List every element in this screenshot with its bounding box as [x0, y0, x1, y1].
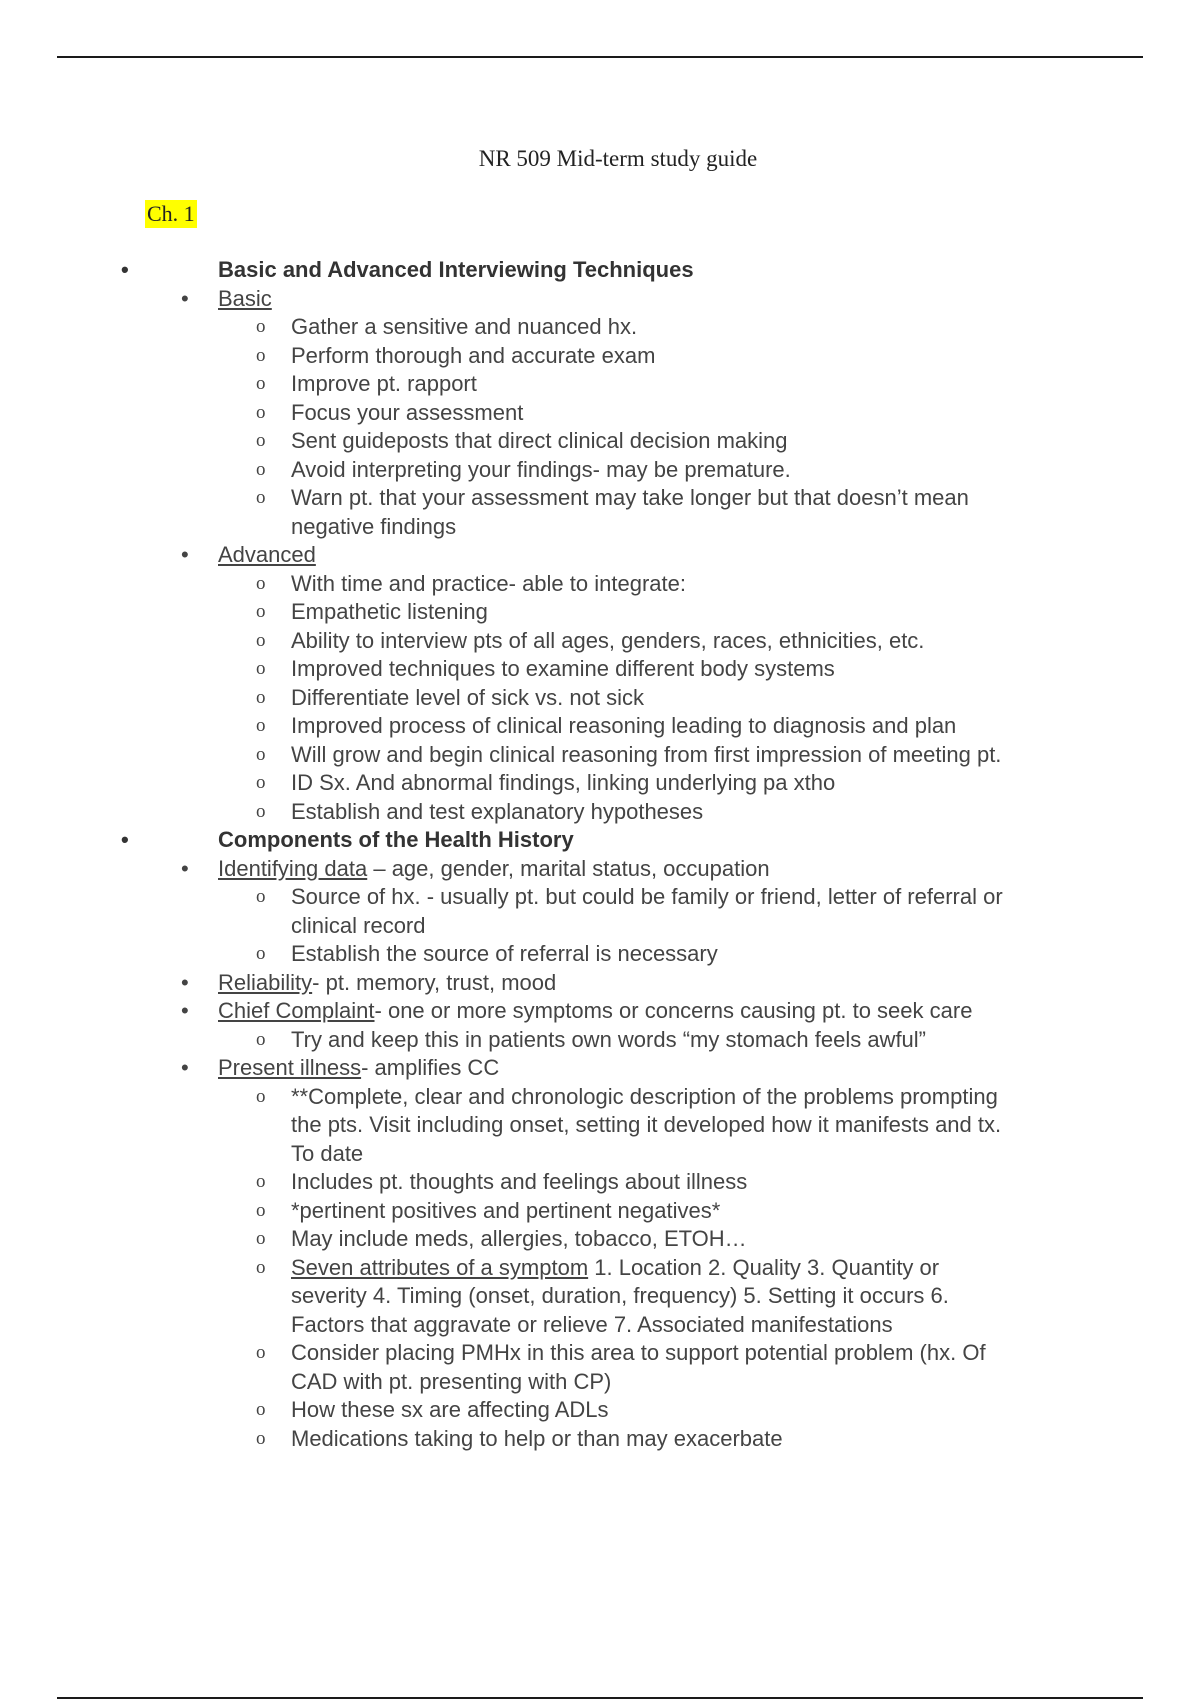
hollow-bullet-icon: o — [256, 658, 266, 679]
hollow-bullet-icon: o — [256, 1399, 266, 1420]
hollow-bullet-icon: o — [256, 601, 266, 622]
sub-item — [0, 769, 1200, 798]
sub-item-text: Warn pt. that your assessment may take longer but that doesn’t mean — [291, 485, 969, 510]
outline-item — [0, 541, 1200, 570]
sub-item — [0, 342, 1200, 371]
sub-item — [0, 1396, 1200, 1425]
sub-item-text: the pts. Visit including onset, setting it developed how it manifests and tx. — [291, 1112, 1002, 1137]
hollow-bullet-icon: o — [256, 1228, 266, 1249]
hollow-bullet-icon: o — [256, 1085, 266, 1107]
document-title: NR 509 Mid-term study guide — [478, 146, 758, 171]
item-text: - amplifies CC — [361, 1055, 500, 1080]
outline-item — [0, 285, 1200, 314]
sub-item-label: Seven attributes of a symptom — [291, 1254, 589, 1280]
sub-item-text: Focus your assessment — [291, 399, 524, 425]
bullet-icon: • — [181, 542, 189, 567]
sub-item — [0, 456, 1200, 485]
sub-item-text: 1. Location 2. Quality 3. Quantity or — [588, 1254, 940, 1280]
bullet-icon: • — [181, 1055, 189, 1080]
hollow-bullet-icon: o — [256, 344, 266, 366]
outline-item — [0, 855, 1200, 884]
hollow-bullet-icon: o — [256, 1171, 266, 1192]
bullet-icon: • — [121, 827, 129, 852]
hollow-bullet-icon: o — [256, 1427, 266, 1449]
sub-item-text: To date — [291, 1140, 364, 1166]
bullet-icon: • — [181, 285, 189, 311]
outline-item — [0, 997, 1200, 1026]
hollow-bullet-icon: o — [256, 572, 266, 594]
sub-item — [0, 399, 1200, 428]
item-label: Identifying data — [218, 855, 368, 881]
sub-item-text: May include meds, allergies, tobacco, ETOH… — [291, 1226, 747, 1251]
sub-item-text: CAD with pt. presenting with CP) — [291, 1368, 612, 1394]
sub-item-text: With time and practice- able to integrate: — [291, 570, 686, 596]
footer-rule — [57, 1697, 1143, 1699]
sub-item — [0, 1225, 1200, 1254]
sub-item-text: Differentiate level of sick vs. not sick — [291, 684, 644, 710]
sub-item-text: **Complete, clear and chronologic description of the problems prompting — [291, 1083, 998, 1109]
sub-item — [0, 627, 1200, 656]
sub-item-text: *pertinent positives and pertinent negatives* — [291, 1197, 721, 1223]
hollow-bullet-icon: o — [256, 373, 266, 394]
item-label: Advanced — [218, 542, 316, 567]
sub-item — [0, 313, 1200, 342]
item-label: Present illness — [218, 1055, 362, 1080]
sub-item-text: Avoid interpreting your findings- may be premature. — [291, 456, 791, 482]
sub-item — [0, 484, 1200, 541]
outline-item — [0, 969, 1200, 998]
bullet-icon: • — [181, 855, 189, 881]
sub-item-text: Consider placing PMHx in this area to support potential problem (hx. Of — [291, 1340, 986, 1365]
hollow-bullet-icon: o — [256, 743, 266, 765]
sub-item-text: Improved process of clinical reasoning leading to diagnosis and plan — [291, 713, 957, 738]
sub-item — [0, 370, 1200, 399]
hollow-bullet-icon: o — [256, 1199, 266, 1221]
sub-item — [0, 883, 1200, 940]
item-label: Chief Complaint — [218, 998, 375, 1023]
hollow-bullet-icon: o — [256, 886, 266, 907]
sub-item — [0, 798, 1200, 827]
bullet-icon: • — [181, 998, 189, 1023]
sub-item — [0, 940, 1200, 969]
sub-item — [0, 1197, 1200, 1226]
hollow-bullet-icon: o — [256, 458, 266, 480]
sub-item-text: Includes pt. thoughts and feelings about illness — [291, 1169, 748, 1194]
hollow-bullet-icon: o — [256, 430, 266, 451]
hollow-bullet-icon: o — [256, 401, 266, 423]
sub-item — [0, 427, 1200, 456]
hollow-bullet-icon: o — [256, 943, 266, 964]
sub-item — [0, 1254, 1200, 1340]
hollow-bullet-icon: o — [256, 1256, 266, 1278]
chapter-heading: Ch. 1 — [147, 201, 195, 226]
bullet-icon: • — [181, 969, 189, 995]
sub-item-text: Establish and test explanatory hypotheses — [291, 798, 704, 824]
sub-item — [0, 684, 1200, 713]
sub-item-text: Perform thorough and accurate exam — [291, 342, 656, 368]
outline-item — [0, 1054, 1200, 1083]
sub-item-text: severity 4. Timing (onset, duration, frequency) 5. Setting it occurs 6. — [291, 1283, 949, 1308]
sub-item-text: Improved techniques to examine different body systems — [291, 656, 835, 681]
sub-item-text: Gather a sensitive and nuanced hx. — [291, 314, 638, 339]
sub-item-text: Try and keep this in patients own words “my stomach feels awful” — [291, 1026, 927, 1052]
sub-item-text: negative findings — [291, 513, 457, 539]
item-text: – age, gender, marital status, occupation — [367, 855, 770, 881]
sub-item-text: clinical record — [291, 912, 426, 938]
sub-item — [0, 1339, 1200, 1396]
hollow-bullet-icon: o — [256, 487, 266, 508]
hollow-bullet-icon: o — [256, 772, 266, 793]
sub-item-text: Source of hx. - usually pt. but could be family or friend, letter of referral or — [291, 884, 1003, 909]
sub-item-text: How these sx are affecting ADLs — [291, 1397, 609, 1422]
hollow-bullet-icon: o — [256, 1028, 266, 1050]
sub-item-text: ID Sx. And abnormal findings, linking underlying pa xtho — [291, 770, 836, 795]
section-heading — [0, 826, 1200, 855]
sub-item-text: Medications taking to help or than may exacerbate — [291, 1425, 783, 1451]
sub-item — [0, 1083, 1200, 1169]
section-heading — [0, 256, 1200, 285]
hollow-bullet-icon: o — [256, 800, 266, 822]
section-heading-text: Basic and Advanced Interviewing Techniques — [218, 257, 694, 282]
section-heading-text: Components of the Health History — [218, 827, 574, 852]
item-label: Basic — [218, 285, 272, 311]
item-text: - pt. memory, trust, mood — [312, 969, 557, 995]
hollow-bullet-icon: o — [256, 316, 266, 337]
sub-item-text: Empathetic listening — [291, 599, 488, 624]
hollow-bullet-icon: o — [256, 1342, 266, 1363]
sub-item-text: Factors that aggravate or relieve 7. Associated manifestations — [291, 1311, 893, 1337]
sub-item — [0, 598, 1200, 627]
bullet-icon: • — [121, 257, 129, 282]
sub-item — [0, 741, 1200, 770]
sub-item — [0, 1425, 1200, 1454]
item-label: Reliability — [218, 969, 313, 995]
hollow-bullet-icon: o — [256, 686, 266, 708]
sub-item-text: Ability to interview pts of all ages, genders, races, ethnicities, etc. — [291, 627, 925, 653]
hollow-bullet-icon: o — [256, 629, 266, 651]
sub-item-text: Establish the source of referral is necessary — [291, 941, 718, 966]
sub-item-text: Sent guideposts that direct clinical decision making — [291, 428, 788, 453]
item-text: - one or more symptoms or concerns causing pt. to seek care — [374, 998, 973, 1023]
study-guide-outline — [0, 256, 1200, 1453]
sub-item-text: Will grow and begin clinical reasoning from first impression of meeting pt. — [291, 741, 1002, 767]
sub-item — [0, 712, 1200, 741]
sub-item — [0, 655, 1200, 684]
hollow-bullet-icon: o — [256, 715, 266, 736]
sub-item — [0, 1168, 1200, 1197]
sub-item — [0, 570, 1200, 599]
sub-item — [0, 1026, 1200, 1055]
header-rule — [57, 56, 1143, 58]
sub-item-text: Improve pt. rapport — [291, 371, 477, 396]
